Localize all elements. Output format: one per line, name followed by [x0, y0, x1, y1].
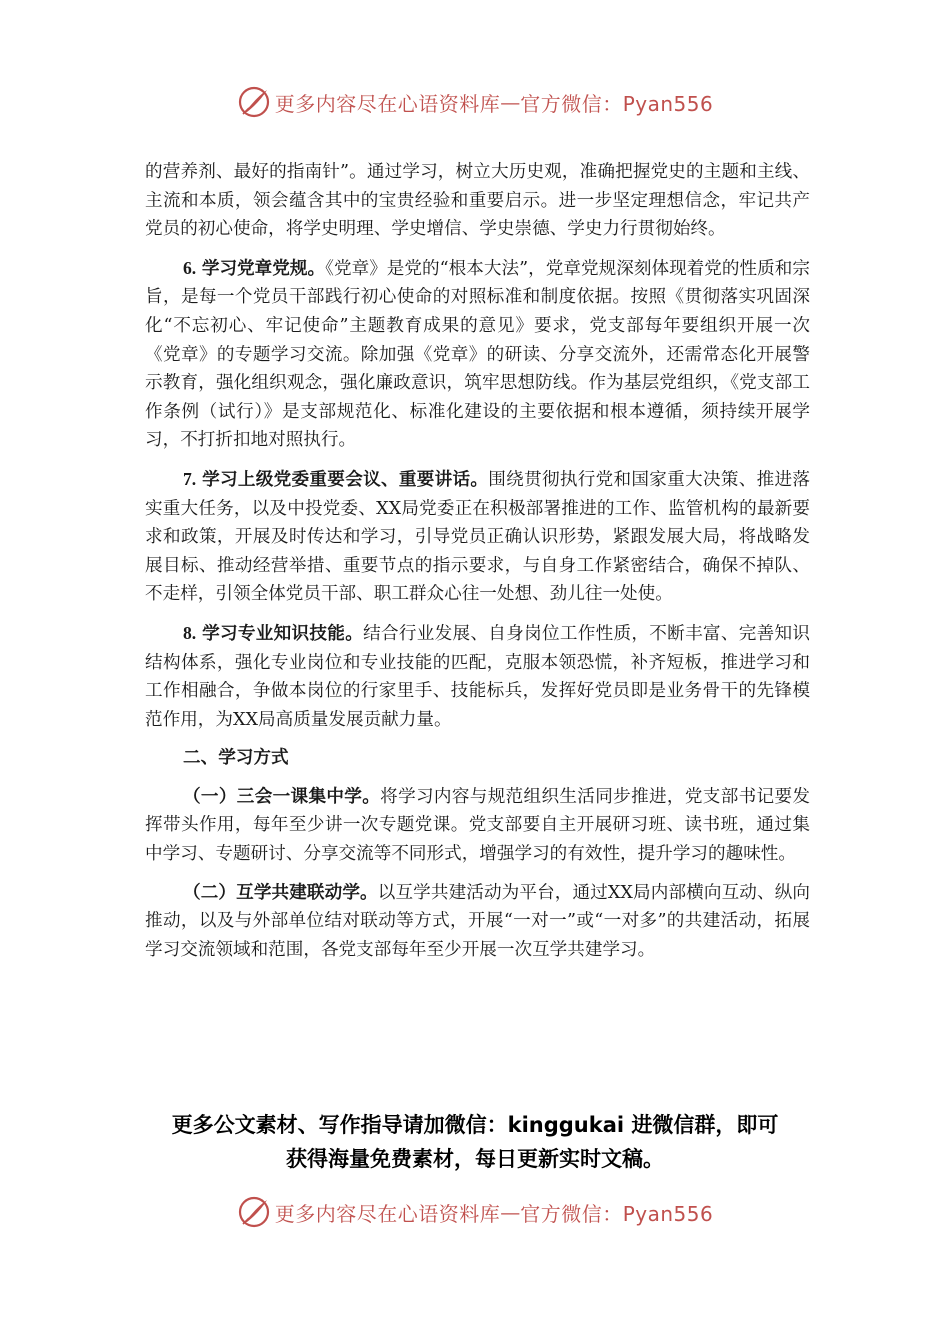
footer-banner: [0, 1192, 950, 1232]
quill-logo-icon: [237, 85, 271, 119]
paragraph-item-8: [145, 619, 810, 734]
item-number: 8.: [183, 622, 197, 643]
banner-separator: —: [500, 1200, 521, 1224]
paragraph-item-6: [145, 254, 810, 455]
paragraph-continued: 的营养剂、最好的指南针”。通过学习，树立大历史观，准确把握党史的主题和主线、主流和本质，领会蕴含其中的宝贵经验和重要启示。进一步坚定理想信念，牢记共产党员的初心使命，将学史明理、学史增信、学史崇德、学史力行贯彻始终。: [145, 162, 810, 240]
banner-wechat: 官方微信：Pyan556: [520, 1201, 714, 1226]
document-body: [145, 158, 810, 974]
item-heading: 学习上级党委重要会议、重要讲话。: [202, 468, 489, 490]
subsection-heading: （一）三会一课集中学。: [183, 785, 381, 807]
banner-text: 更多内容尽在心语资料库: [274, 91, 501, 116]
subsection-heading: （二）互学共建联动学。: [183, 881, 378, 903]
banner-text: 更多内容尽在心语资料库: [274, 1201, 501, 1226]
section-heading: 二、学习方式: [183, 747, 289, 769]
item-number: 6.: [183, 257, 197, 278]
promo-line-1: 更多公文素材、写作指导请加微信：kinggukai 进微信群，即可: [171, 1113, 779, 1137]
paragraph-subsection-2: [145, 879, 810, 965]
subsection-body: 将学习内容与规范组织生活同步推进，党支部书记要发挥带头作用，每年至少讲一次专题党课。党支部要自主开展研习班、读书班，通过集中学习、专题研讨、分享交流等不同形式，增强学习的有效性，提升学习的趣味性。: [145, 786, 810, 865]
banner-wechat: 官方微信：Pyan556: [520, 91, 714, 116]
item-heading: 学习党章党规。: [201, 257, 326, 279]
subsection-body: 以互学共建活动为平台，通过XX局内部横向互动、纵向推动，以及与外部单位结对联动等方式，开展“一对一”或“一对多”的共建活动，拓展学习交流领域和范围，各党支部每年至少开展一次互学共建学习。: [145, 882, 810, 960]
header-banner: [0, 82, 950, 122]
item-number: 7.: [183, 468, 197, 489]
paragraph-item-7: [145, 465, 810, 609]
item-body: 结合行业发展、自身岗位工作性质，不断丰富、完善知识结构体系，强化专业岗位和专业技能的匹配，克服本领恐慌，补齐短板，推进学习和工作相融合，争做本岗位的行家里手、技能标兵，发挥好党员即是业务骨干的先锋模范作用，为XX局高质量发展贡献力量。: [145, 623, 810, 730]
item-heading: 学习专业知识技能。: [202, 622, 364, 644]
promo-line-2: 获得海量免费素材，每日更新实时文稿。: [286, 1147, 664, 1171]
paragraph-subsection-1: [145, 783, 810, 869]
banner-separator: —: [500, 90, 521, 114]
item-body: 围绕贯彻执行党和国家重大决策、推进落实重大任务，以及中投党委、XX局党委正在积极部署推进的工作、监管机构的最新要求和政策，开展及时传达和学习，引导党员正确认识形势，紧跟发展大局，将战略发展目标、推动经营举措、重要节点的指示要求，与自身工作紧密结合，确保不掉队、不走样，引领全体党员干部、职工群众心往一处想、劲儿往一处使。: [145, 469, 810, 605]
quill-logo-icon: [237, 1195, 271, 1229]
promo-notice: [0, 1108, 950, 1176]
item-body: 《党章》是党的“根本大法”，党章党规深刻体现着党的性质和宗旨，是每一个党员干部践行初心使命的对照标准和制度依据。按照《贯彻落实巩固深化“不忘初心、牢记使命”主题教育成果的意见》要求，党支部每年要组织开展一次《党章》的专题学习交流。除加强《党章》的研读、分享交流外，还需常态化开展警示教育，强化组织观念，强化廉政意识，筑牢思想防线。作为基层党组织，《党支部工作条例（试行）》是支部规范化、标准化建设的主要依据和根本遵循，须持续开展学习，不打折扣地对照执行。: [145, 258, 810, 451]
